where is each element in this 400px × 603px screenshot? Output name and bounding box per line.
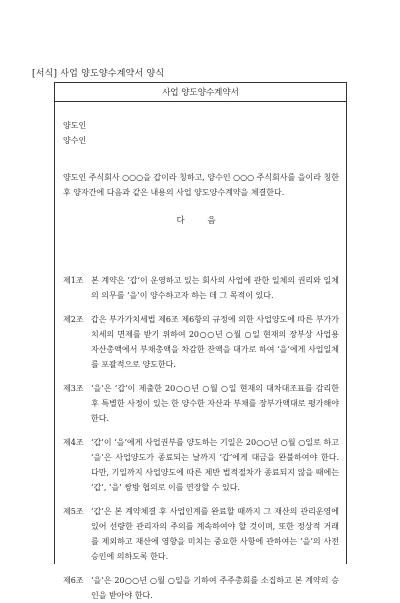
contract-body (55, 118, 346, 229)
article-label: 제1조 (63, 276, 84, 285)
contract-intro: 양도인 주식회사 ○○○을 갑이라 칭하고, 양수인 ○○○ 주식회사를 을이라 칭한 후 양자간에 다음과 같은 내용의 사업 양도양수계약을 체결한다. (63, 173, 339, 197)
transferor-label: 양도인 (63, 121, 87, 130)
article-text: ‘갑’은 본 계약체결 후 사업인계를 완료할 때까지 그 재산의 관리운영에 있어 선량한 관리자의 주의를 계속하여야 할 것이며, 또한 정상적 거래를 제외하고 재산에 영향을 미치는 중요한 사항에 관하여는 ‘을’의 사전승인에 의하도록 한다. (91, 507, 339, 561)
article-label: 제5조 (63, 507, 84, 516)
article-text: ‘갑’이 ‘을’에게 사업권부를 양도하는 기일은 20○○년 ○월 ○일로 하고 ‘을’은 사업양도가 종료되는 날까지 ‘갑’에게 대금을 완불하여야 한다. 다만, 기일까지 사업양도에 따른 제반 법적절차가 종료되지 않을 때에는 ‘갑’, ‘을’ 쌍방 협의로 이를 연장할 수 있다. (91, 438, 339, 492)
article-1 (63, 273, 339, 303)
article-text: ‘을’은 ‘갑’이 제출한 20○○년 ○월 ○일 현재의 대차대조표를 감리한 후 특별한 사정이 있는 한 양수한 자산과 부채를 장부가액대로 평가해야 한다. (91, 384, 339, 423)
document-caption: [서식] 사업 양도양수계약서 양식 (32, 69, 165, 79)
subheading: 다 음 (176, 216, 226, 226)
article-label: 제6조 (63, 576, 84, 585)
transferee-label: 양수인 (63, 136, 87, 145)
article-label: 제2조 (63, 315, 84, 324)
article-3 (63, 381, 339, 426)
article-text: ‘을’은 20○○년 ○월 ○일을 기하여 주주총회를 소집하고 본 계약의 승인을 받아야 한다. (91, 576, 339, 600)
article-text: 본 계약은 ‘갑’이 운영하고 있는 회사의 사업에 관한 일체의 권리와 일체의 의무를 ‘을’이 양수하고자 하는 데 그 목적이 있다. (91, 276, 339, 300)
article-label: 제3조 (63, 384, 84, 393)
article-label: 제4조 (63, 438, 84, 447)
article-5 (63, 504, 339, 564)
article-2 (63, 312, 339, 372)
article-6 (63, 573, 339, 603)
contract-frame (54, 82, 347, 600)
articles-list (55, 273, 346, 600)
contract-title: 사업 양도양수계약서 (55, 83, 346, 102)
article-text: 갑은 부가가치세법 제6조 제6항의 규정에 의한 사업양도에 따른 부가가치세의 면제를 받기 위하여 20○○년 ○월 ○일 현재의 장부상 사업용 자산총액에서 부채총액을 차감한 잔액을 대가로 하여 ‘을’에게 사업일체를 포괄적으로 양도한다. (91, 315, 339, 369)
article-4 (63, 435, 339, 495)
